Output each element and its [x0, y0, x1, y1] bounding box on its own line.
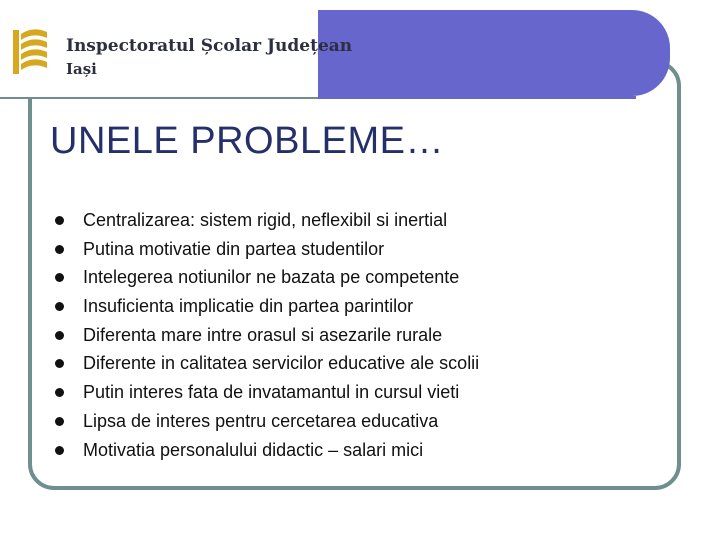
- bullet-dot-icon: [55, 245, 64, 254]
- bullet-text: Putin interes fata de invatamantul in cursul vieti: [83, 382, 460, 403]
- list-item: [55, 292, 479, 321]
- bullet-dot-icon: [55, 331, 64, 340]
- bullet-text: Putina motivatie din partea studentilor: [83, 238, 385, 259]
- bullet-text: Centralizarea: sistem rigid, neflexibil si inertial: [83, 210, 448, 230]
- bullet-dot-icon: [55, 446, 64, 455]
- list-item: [55, 206, 479, 235]
- bullet-dot-icon: [55, 417, 64, 426]
- bullet-dot-icon: [55, 216, 64, 225]
- list-item: [55, 263, 479, 292]
- header-band: [318, 10, 670, 96]
- bullet-text: Diferenta mare intre orasul si asezarile rurale: [83, 324, 443, 345]
- list-item: [55, 321, 479, 350]
- list-item: [55, 378, 479, 407]
- bullet-text: Insuficienta implicatie din partea parintilor: [83, 296, 414, 317]
- header-divider: [0, 97, 318, 99]
- bullet-text: Motivatia personalului didactic – salari mici: [83, 439, 424, 460]
- bullet-list: [55, 206, 479, 464]
- bullet-dot-icon: [55, 273, 64, 282]
- bullet-text: Lipsa de interes pentru cercetarea educativa: [83, 410, 439, 431]
- header-logo-area: [0, 0, 353, 97]
- bullet-text: Diferente in calitatea servicilor educative ale scolii: [83, 353, 480, 374]
- list-item: [55, 436, 479, 465]
- organization-city: Iași: [66, 60, 97, 78]
- school-inspectorate-logo-icon: [13, 24, 51, 78]
- bullet-dot-icon: [55, 359, 64, 368]
- slide-title: UNELE PROBLEME…: [50, 120, 444, 162]
- organization-name: Inspectoratul Școlar Județean: [66, 36, 353, 56]
- header-band-edge: [318, 96, 636, 99]
- list-item: [55, 407, 479, 436]
- bullet-dot-icon: [55, 302, 64, 311]
- list-item: [55, 349, 479, 378]
- bullet-dot-icon: [55, 388, 64, 397]
- bullet-text: Intelegerea notiunilor ne bazata pe competente: [83, 267, 460, 288]
- list-item: [55, 235, 479, 264]
